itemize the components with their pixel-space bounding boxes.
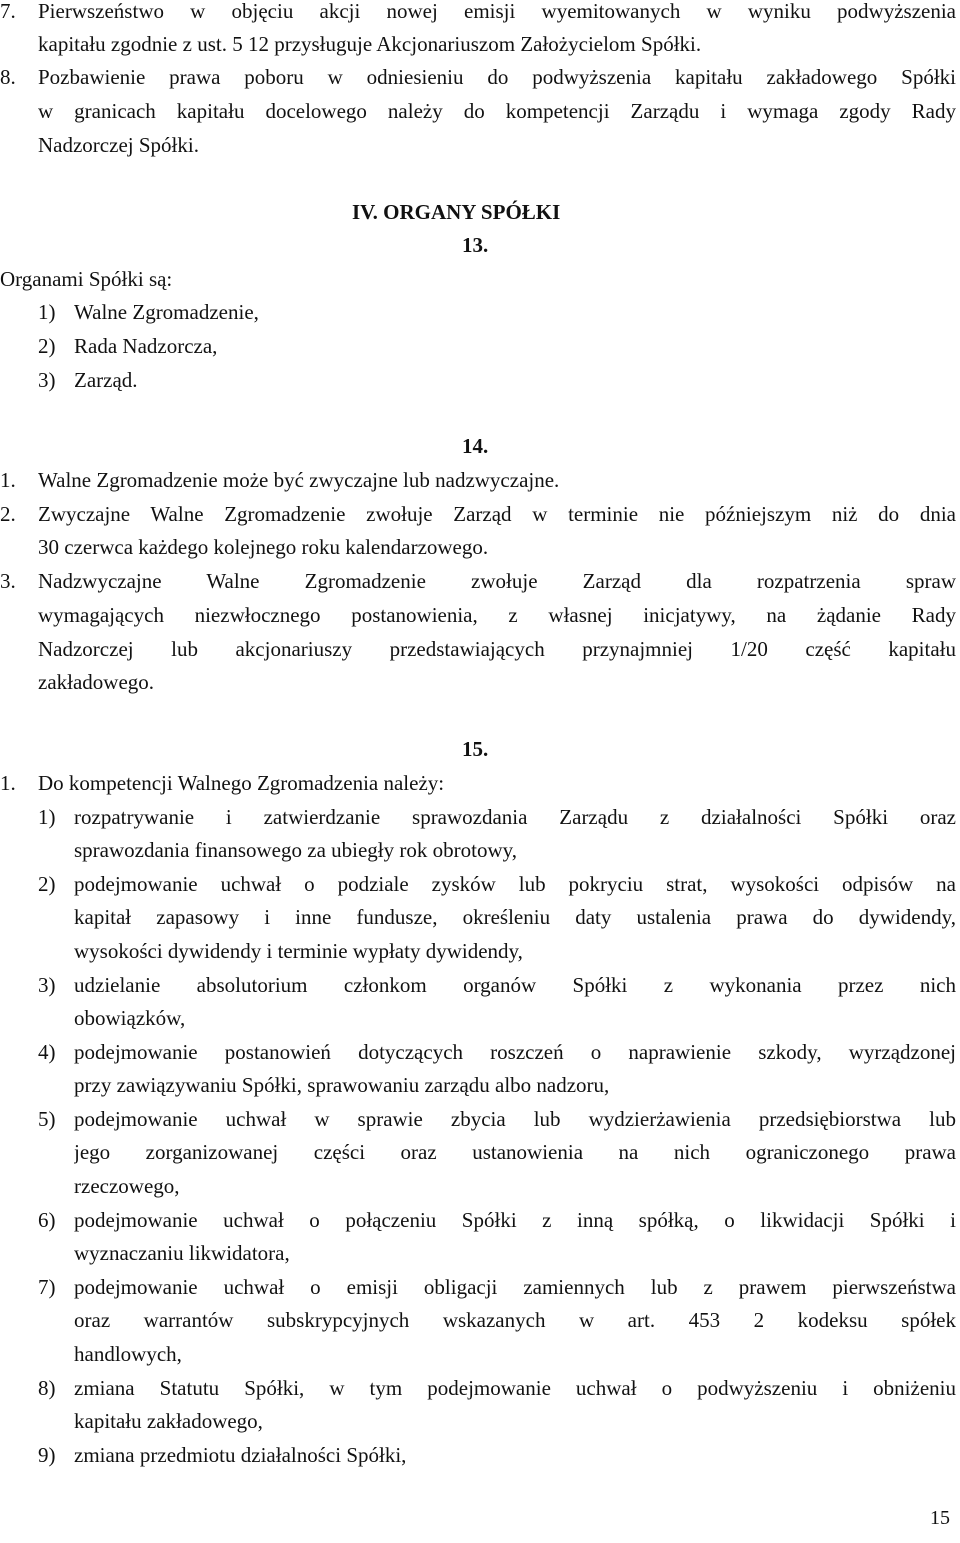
- section-15-item-8-number: 8): [38, 1376, 56, 1400]
- section-14-p3-line-3: Nadzorczej lub akcjonariuszy przedstawiających przynajmniej 1/20 część kapitału: [38, 637, 956, 661]
- section-15-item-9-number: 9): [38, 1443, 56, 1467]
- section-15-item-3-line-2: obowiązków,: [74, 1006, 186, 1030]
- para-8-line-1: Pozbawienie prawa poboru w odniesieniu do podwyższenia kapitału zakładowego Spółki: [38, 65, 956, 89]
- para-7-number: 7.: [0, 0, 16, 23]
- section-15-item-1-number: 1): [38, 805, 56, 829]
- page-number: 15: [930, 1507, 950, 1529]
- section-13-item-2: Rada Nadzorcza,: [74, 334, 218, 358]
- section-13-item-3: Zarząd.: [74, 368, 138, 392]
- section-15-item-4-number: 4): [38, 1040, 56, 1064]
- section-15-item-4-line-2: przy zawiązywaniu Spółki, sprawowaniu zarządu albo nadzoru,: [74, 1073, 610, 1097]
- section-15-item-7-line-1: podejmowanie uchwał o emisji obligacji zamiennych lub z prawem pierwszeństwa: [74, 1275, 956, 1299]
- section-15-heading: 15.: [462, 737, 489, 761]
- section-14-p2-line-1: Zwyczajne Walne Zgromadzenie zwołuje Zarząd w terminie nie późniejszym niż do dnia: [38, 502, 956, 526]
- section-15-p1-intro: Do kompetencji Walnego Zgromadzenia należy:: [38, 771, 445, 795]
- section-15-item-5-line-2: jego zorganizowanej części oraz ustanowienia na nich ograniczonego prawa: [74, 1140, 956, 1164]
- section-14-heading: 14.: [462, 434, 489, 458]
- section-15-item-6-line-2: wyznaczaniu likwidatora,: [74, 1241, 290, 1265]
- section-13-item-1: Walne Zgromadzenie,: [74, 300, 259, 324]
- section-13-item-1-number: 1): [38, 300, 56, 324]
- section-15-item-4-line-1: podejmowanie postanowień dotyczących roszczeń o naprawienie szkody, wyrządzonej: [74, 1040, 956, 1064]
- section-15-item-1-line-2: sprawozdania finansowego za ubiegły rok obrotowy,: [74, 838, 518, 862]
- section-13-intro: Organami Spółki są:: [0, 267, 173, 291]
- section-14-p3-number: 3.: [0, 569, 16, 593]
- section-13-heading: 13.: [462, 233, 489, 257]
- para-8-number: 8.: [0, 65, 16, 89]
- section-15-item-5-line-1: podejmowanie uchwał w sprawie zbycia lub wydzierżawienia przedsiębiorstwa lub: [74, 1107, 956, 1131]
- para-8-line-2: w granicach kapitału docelowego należy do kompetencji Zarządu i wymaga zgody Rady: [38, 99, 956, 123]
- section-13-item-2-number: 2): [38, 334, 56, 358]
- section-15-item-5-line-3: rzeczowego,: [74, 1174, 180, 1198]
- section-15-item-8-line-1: zmiana Statutu Spółki, w tym podejmowanie uchwał o podwyższeniu i obniżeniu: [74, 1376, 956, 1400]
- section-15-item-2-number: 2): [38, 872, 56, 896]
- section-13-item-3-number: 3): [38, 368, 56, 392]
- section-15-item-1-line-1: rozpatrywanie i zatwierdzanie sprawozdania Zarządu z działalności Spółki oraz: [74, 805, 956, 829]
- section-15-item-8-line-2: kapitału zakładowego,: [74, 1409, 263, 1433]
- section-15-item-3-number: 3): [38, 973, 56, 997]
- section-15-item-6-number: 6): [38, 1208, 56, 1232]
- para-8-line-3: Nadzorczej Spółki.: [38, 133, 199, 157]
- section-15-p1-number: 1.: [0, 771, 16, 795]
- section-15-item-7-number: 7): [38, 1275, 56, 1299]
- chapter-title: IV. ORGANY SPÓŁKI: [352, 200, 561, 224]
- section-15-item-2-line-1: podejmowanie uchwał o podziale zysków lub pokryciu strat, wysokości odpisów na: [74, 872, 956, 896]
- para-7-line-1: Pierwszeństwo w objęciu akcji nowej emisji wyemitowanych w wyniku podwyższenia: [38, 0, 956, 23]
- section-14-p3-line-1: Nadzwyczajne Walne Zgromadzenie zwołuje Zarząd dla rozpatrzenia spraw: [38, 569, 956, 593]
- section-15-item-2-line-3: wysokości dywidendy i terminie wypłaty dywidendy,: [74, 939, 523, 963]
- section-15-item-3-line-1: udzielanie absolutorium członkom organów Spółki z wykonania przez nich: [74, 973, 956, 997]
- section-14-p1-number: 1.: [0, 468, 16, 492]
- section-14-p3-line-4: zakładowego.: [38, 670, 155, 694]
- section-14-p1-line-1: Walne Zgromadzenie może być zwyczajne lub nadzwyczajne.: [38, 468, 560, 492]
- section-15-item-6-line-1: podejmowanie uchwał o połączeniu Spółki z inną spółką, o likwidacji Spółki i: [74, 1208, 956, 1232]
- section-15-item-7-line-2: oraz warrantów subskrypcyjnych wskazanych w art. 453 2 kodeksu spółek: [74, 1308, 956, 1332]
- section-15-item-7-line-3: handlowych,: [74, 1342, 182, 1366]
- section-14-p2-number: 2.: [0, 502, 16, 526]
- section-15-item-9-line-1: zmiana przedmiotu działalności Spółki,: [74, 1443, 407, 1467]
- section-14-p3-line-2: wymagających niezwłocznego postanowienia, z własnej inicjatywy, na żądanie Rady: [38, 603, 956, 627]
- section-15-item-2-line-2: kapitał zapasowy i inne fundusze, określeniu daty ustalenia prawa do dywidendy,: [74, 905, 956, 929]
- section-15-item-5-number: 5): [38, 1107, 56, 1131]
- para-7-line-2: kapitału zgodnie z ust. 5 12 przysługuje Akcjonariuszom Założycielom Spółki.: [38, 32, 702, 56]
- section-14-p2-line-2: 30 czerwca każdego kolejnego roku kalendarzowego.: [38, 535, 489, 559]
